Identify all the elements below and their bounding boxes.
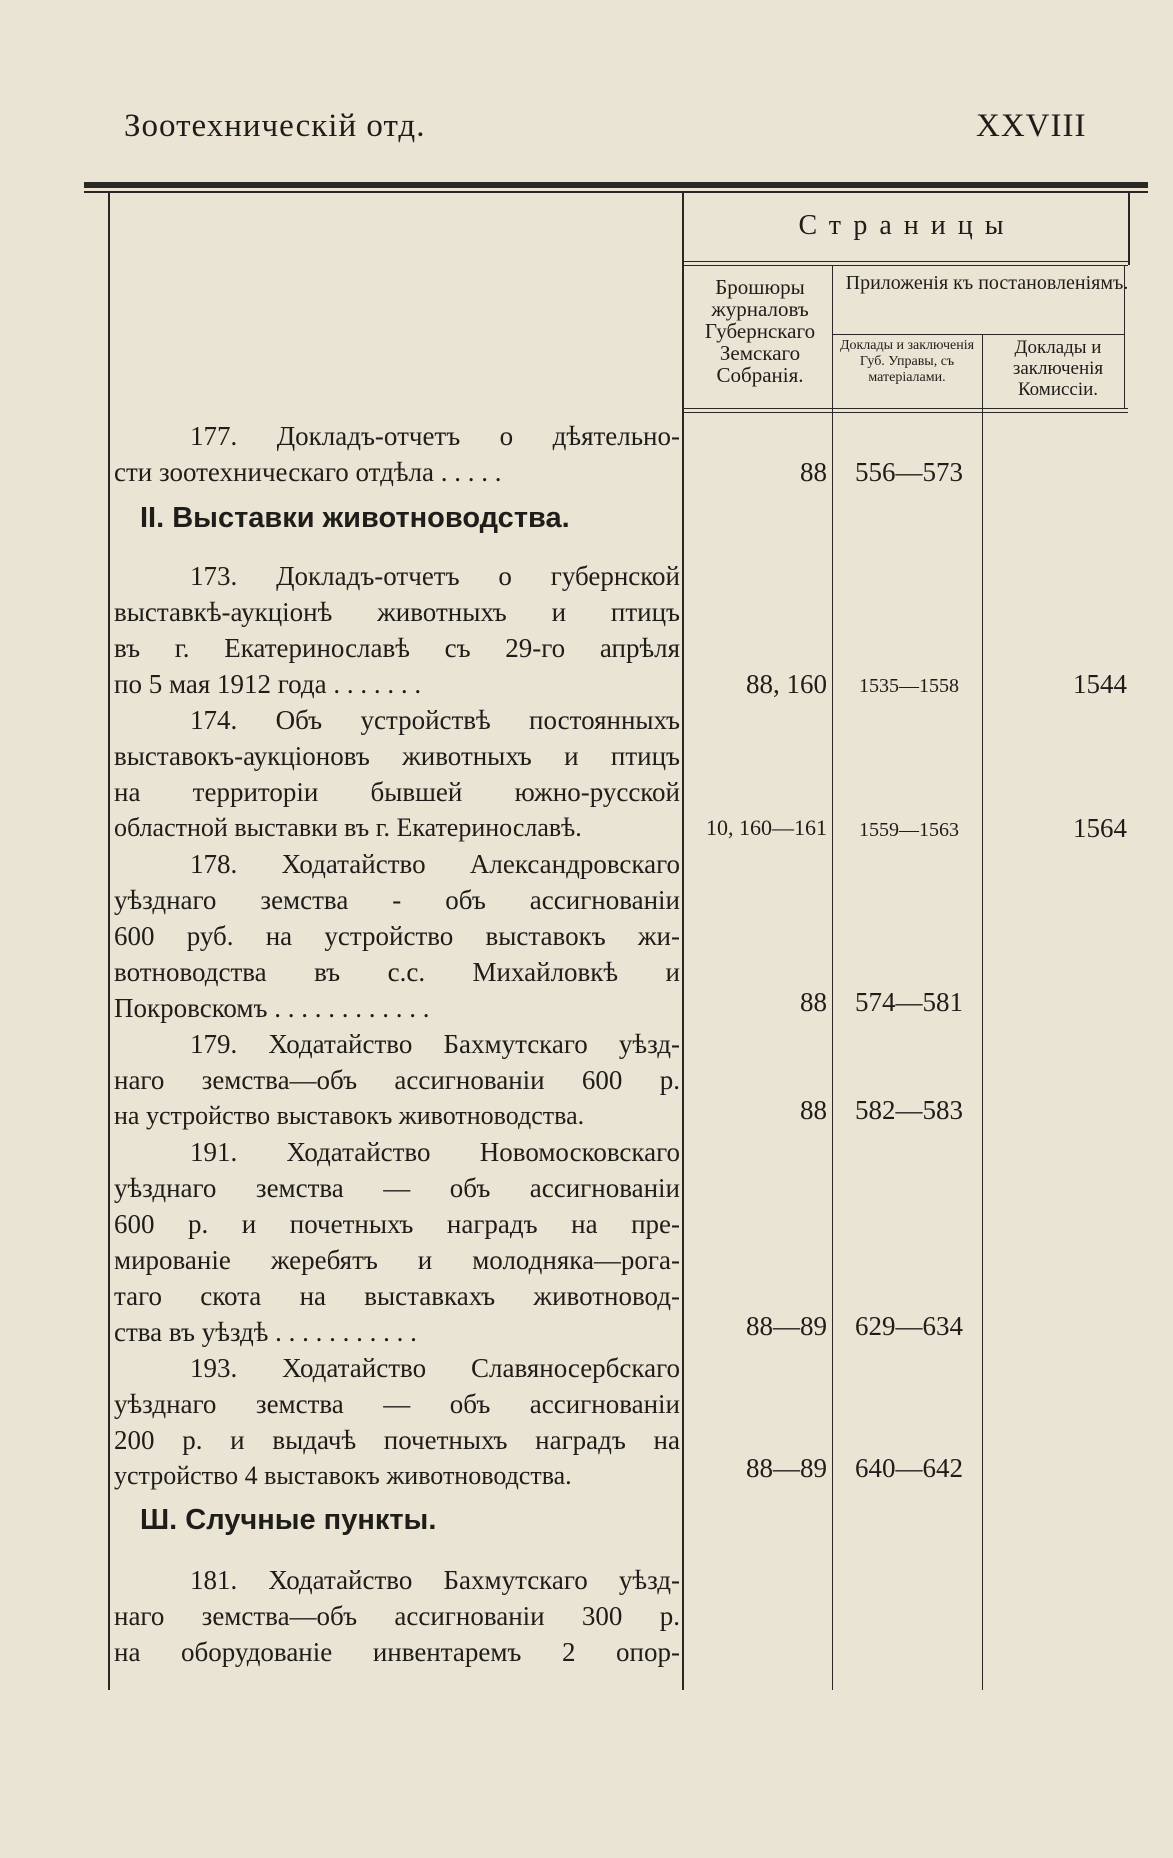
board-page-ref: 1535—1558 [859, 675, 959, 697]
text-line: 179. Ходатайство Бахмутскаго уѣзд- [190, 1029, 680, 1059]
text-line: на оборудованіе инвентаремъ 2 опор- [114, 1637, 680, 1667]
appendix-header-rule [832, 334, 1124, 335]
text-line: 600 руб. на устройство выставокъ жи- [114, 921, 680, 951]
commission-page-ref: 1564 [1073, 813, 1127, 843]
top-rule-thin [84, 191, 1148, 193]
board-reports-column-header: Доклады и заключенія Губ. Управы, съ матеріалами. [839, 338, 975, 386]
board-page-ref: 582—583 [855, 1095, 963, 1125]
brochure-page-ref: 10, 160—161 [706, 815, 827, 840]
text-line: на устройство выставокъ животноводства. [114, 1101, 585, 1130]
board-page-ref: 556—573 [855, 457, 963, 487]
text-line: вотноводства въ с.с. Михайловкѣ и [114, 957, 680, 987]
brochure-page-ref: 88 [800, 1095, 827, 1125]
text-line: по 5 мая 1912 года . . . . . . . [114, 669, 422, 699]
commission-page-ref: 1544 [1073, 669, 1127, 699]
page-number: XXVIII [976, 108, 1087, 144]
text-line: мированіе жеребятъ и молодняка—рога- [114, 1245, 680, 1275]
text-line: ства въ уѣздѣ . . . . . . . . . . . [114, 1317, 417, 1347]
pages-header-rule [682, 261, 1128, 262]
brochure-column-border [832, 266, 833, 1690]
text-line: 191. Ходатайство Новомосковскаго [190, 1137, 680, 1167]
brochure-page-ref: 88 [800, 457, 827, 487]
commission-reports-column-header: Доклады и заключенія Комиссіи. [1012, 337, 1104, 400]
text-line: выставокъ-аукціоновъ животныхъ и птицъ [114, 741, 680, 771]
text-line: наго земства—объ ассигнованіи 300 р. [114, 1601, 680, 1631]
text-line: 173. Докладъ-отчетъ о губернской [190, 561, 680, 591]
brochure-page-ref: 88 [800, 987, 827, 1017]
text-line: 200 р. и выдачѣ почетныхъ наградъ на [114, 1425, 680, 1455]
pages-column-title: Страницы [798, 210, 1016, 241]
text-line: 193. Ходатайство Славяносербскаго [190, 1353, 680, 1383]
brochure-page-ref: 88—89 [746, 1311, 827, 1341]
text-line: въ г. Екатеринославѣ съ 29-го апрѣля [114, 633, 680, 663]
text-line: выставкѣ-аукціонѣ животныхъ и птицъ [114, 597, 680, 627]
text-line: таго скота на выставкахъ животновод- [114, 1281, 680, 1311]
board-page-ref: 574—581 [855, 987, 963, 1017]
brochures-column-header: Брошюры журналовъ Губернскаго Земскаго Собранія. [704, 275, 816, 388]
column-header-bottom-rule [682, 408, 1128, 409]
board-page-ref: 1559—1563 [859, 819, 959, 841]
brochure-page-ref: 88—89 [746, 1453, 827, 1483]
board-page-ref: 640—642 [855, 1453, 963, 1483]
text-line: 600 р. и почетныхъ наградъ на пре- [114, 1209, 680, 1239]
running-head: Зоотехническій отд. [124, 108, 426, 144]
pages-header-rule-2 [682, 265, 1128, 266]
text-line: устройство 4 выставокъ животноводства. [114, 1461, 572, 1490]
board-column-border [982, 334, 983, 1690]
top-rule [84, 182, 1148, 188]
text-line: 174. Объ устройствѣ постоянныхъ [190, 705, 680, 735]
table-left-border [108, 193, 110, 1690]
column-header-bottom-rule-2 [682, 412, 1128, 413]
brochure-page-ref: 88, 160 [746, 669, 827, 699]
text-line: 178. Ходатайство Александровскаго [190, 849, 680, 879]
text-line: сти зоотехническаго отдѣла . . . . . [114, 457, 502, 487]
text-line: уѣзднаго земства — объ ассигнованіи [114, 1173, 680, 1203]
text-line: областной выставки въ г. Екатеринославѣ. [114, 813, 582, 842]
section-heading: II. Выставки животноводства. [140, 502, 570, 534]
text-line: 181. Ходатайство Бахмутскаго уѣзд- [190, 1565, 680, 1595]
section-heading: Ш. Случные пункты. [140, 1504, 437, 1536]
text-line: уѣзднаго земства - объ ассигнованіи [114, 885, 680, 915]
text-line: уѣзднаго земства — объ ассигнованіи [114, 1389, 680, 1419]
text-line: на территоріи бывшей южно-русской [114, 777, 680, 807]
appendices-column-header: Приложенія къ постановленіямъ. [845, 272, 1129, 294]
board-page-ref: 629—634 [855, 1311, 963, 1341]
text-line: 177. Докладъ-отчетъ о дѣятельно- [190, 421, 680, 451]
text-line: Покровскомъ . . . . . . . . . . . . [114, 993, 430, 1023]
text-line: наго земства—объ ассигнованіи 600 р. [114, 1065, 680, 1095]
